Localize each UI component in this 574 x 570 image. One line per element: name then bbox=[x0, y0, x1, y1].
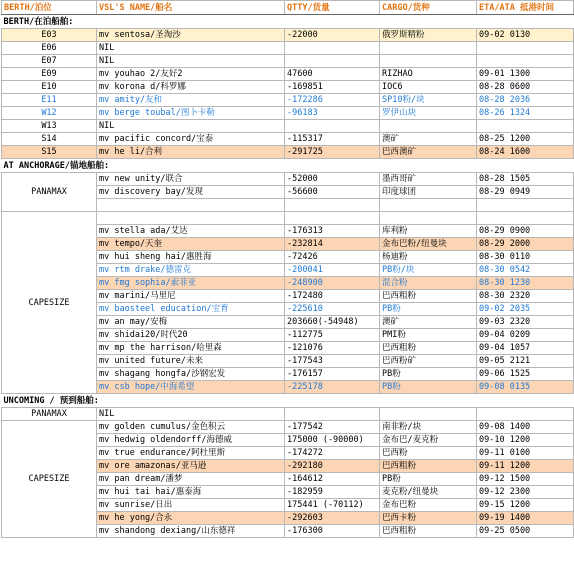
table-body bbox=[2, 15, 574, 538]
vessel-name-cell[interactable]: mv sunrise/日出 bbox=[97, 499, 285, 512]
eta-cell[interactable]: 09-01 1300 bbox=[477, 68, 574, 81]
cargo-cell[interactable]: PMI粉 bbox=[380, 329, 477, 342]
table-row bbox=[2, 29, 574, 42]
vessel-name-cell[interactable]: mv marini/马里尼 bbox=[97, 290, 285, 303]
quantity-cell[interactable]: -176300 bbox=[285, 525, 380, 538]
eta-cell[interactable]: 09-08 0135 bbox=[477, 381, 574, 394]
table-row bbox=[2, 421, 574, 434]
vessel-name-cell[interactable]: mv pacific concord/宝泰 bbox=[97, 133, 285, 146]
quantity-cell[interactable]: -176313 bbox=[285, 225, 380, 238]
cargo-cell[interactable]: 澳矿 bbox=[380, 316, 477, 329]
eta-cell[interactable]: 09-05 2121 bbox=[477, 355, 574, 368]
vessel-name-cell[interactable]: mv csb hope/中海希望 bbox=[97, 381, 285, 394]
eta-cell[interactable]: 09-25 0500 bbox=[477, 525, 574, 538]
category-capesize: CAPESIZE bbox=[2, 212, 97, 394]
table-row bbox=[2, 94, 574, 107]
eta-cell[interactable]: 09-11 0100 bbox=[477, 447, 574, 460]
cargo-cell[interactable] bbox=[380, 199, 477, 212]
vessel-name-cell[interactable]: mv true endurance/阿杜里斯 bbox=[97, 447, 285, 460]
eta-cell[interactable] bbox=[477, 42, 574, 55]
header-berth[interactable]: BERTH/泊位 bbox=[2, 1, 97, 15]
cargo-cell[interactable]: 金布巴粉/纽曼块 bbox=[380, 238, 477, 251]
quantity-cell[interactable] bbox=[285, 55, 380, 68]
eta-cell[interactable]: 08-28 0600 bbox=[477, 81, 574, 94]
quantity-cell[interactable]: -172286 bbox=[285, 94, 380, 107]
quantity-cell[interactable] bbox=[285, 408, 380, 421]
eta-cell[interactable]: 08-24 1600 bbox=[477, 146, 574, 159]
cargo-cell[interactable]: SP10粉/块 bbox=[380, 94, 477, 107]
vessel-name-cell[interactable]: mv rtm drake/德雷克 bbox=[97, 264, 285, 277]
section-upcoming bbox=[2, 394, 574, 408]
vessel-name-cell[interactable]: mv he li/合利 bbox=[97, 146, 285, 159]
eta-cell[interactable]: 09-19 1400 bbox=[477, 512, 574, 525]
eta-cell[interactable]: 08-25 1200 bbox=[477, 133, 574, 146]
vessel-name-cell[interactable]: mv sentosa/圣淘沙 bbox=[97, 29, 285, 42]
vessel-name-cell[interactable]: mv stella ada/艾达 bbox=[97, 225, 285, 238]
header-row bbox=[2, 1, 574, 15]
table-row bbox=[2, 55, 574, 68]
header-quantity[interactable]: QTTY/货量 bbox=[285, 1, 380, 15]
vessel-name-cell[interactable]: NIL bbox=[97, 120, 285, 133]
eta-cell[interactable]: 09-11 1200 bbox=[477, 460, 574, 473]
eta-cell[interactable]: 08-29 0900 bbox=[477, 225, 574, 238]
cargo-cell[interactable]: 巴西粉 bbox=[380, 447, 477, 460]
quantity-cell[interactable]: -292603 bbox=[285, 512, 380, 525]
berth-cell[interactable]: S14 bbox=[2, 133, 97, 146]
cargo-cell[interactable]: 金布巴粉 bbox=[380, 499, 477, 512]
vessel-name-cell[interactable]: mv shagang hongfa/沙钢宏发 bbox=[97, 368, 285, 381]
eta-cell[interactable]: 09-02 0130 bbox=[477, 29, 574, 42]
section-upcoming-label: UNCOMING / 预到船舶: bbox=[2, 394, 574, 408]
cargo-cell[interactable]: PB粉 bbox=[380, 473, 477, 486]
cargo-cell[interactable]: 罗伊山块 bbox=[380, 107, 477, 120]
quantity-cell[interactable]: -121076 bbox=[285, 342, 380, 355]
berth-cell[interactable]: W12 bbox=[2, 107, 97, 120]
vessel-name-cell[interactable]: mv fmg sophia/索菲亚 bbox=[97, 277, 285, 290]
vessel-name-cell[interactable]: mv new unity/联合 bbox=[97, 173, 285, 186]
cargo-cell[interactable]: 巴西粗粉 bbox=[380, 342, 477, 355]
cargo-cell[interactable]: 巴西粗粉 bbox=[380, 290, 477, 303]
category-panamax: PANAMAX bbox=[2, 173, 97, 212]
cargo-cell[interactable]: 金布巴/麦克粉 bbox=[380, 434, 477, 447]
quantity-cell[interactable]: -177542 bbox=[285, 421, 380, 434]
berth-cell[interactable]: S15 bbox=[2, 146, 97, 159]
eta-cell[interactable]: 08-30 2320 bbox=[477, 290, 574, 303]
quantity-cell[interactable] bbox=[285, 199, 380, 212]
cargo-cell[interactable]: 巴西粉矿 bbox=[380, 355, 477, 368]
table-row bbox=[2, 408, 574, 421]
berth-cell[interactable]: E07 bbox=[2, 55, 97, 68]
quantity-cell[interactable]: -182959 bbox=[285, 486, 380, 499]
section-berth bbox=[2, 15, 574, 29]
cargo-cell[interactable]: 墨西哥矿 bbox=[380, 173, 477, 186]
quantity-cell[interactable]: -164612 bbox=[285, 473, 380, 486]
table-row bbox=[2, 68, 574, 81]
eta-cell[interactable]: 09-08 1400 bbox=[477, 421, 574, 434]
cargo-cell[interactable] bbox=[380, 120, 477, 133]
section-berth-label: BERTH/在泊船舶: bbox=[2, 15, 574, 29]
eta-cell[interactable]: 08-30 1230 bbox=[477, 277, 574, 290]
eta-cell[interactable]: 08-30 0110 bbox=[477, 251, 574, 264]
cargo-cell[interactable]: 库利粉 bbox=[380, 225, 477, 238]
cargo-cell[interactable]: 南非粉/块 bbox=[380, 421, 477, 434]
cargo-cell[interactable]: 印度球团 bbox=[380, 186, 477, 199]
cargo-cell[interactable] bbox=[380, 408, 477, 421]
quantity-cell[interactable]: -174272 bbox=[285, 447, 380, 460]
table-row bbox=[2, 42, 574, 55]
cargo-cell[interactable] bbox=[380, 212, 477, 225]
eta-cell[interactable]: 09-03 2320 bbox=[477, 316, 574, 329]
cargo-cell[interactable]: RIZHAO bbox=[380, 68, 477, 81]
vessel-name-cell[interactable]: mv shidai20/时代20 bbox=[97, 329, 285, 342]
eta-cell[interactable] bbox=[477, 212, 574, 225]
eta-cell[interactable]: 09-04 0209 bbox=[477, 329, 574, 342]
vessel-name-cell[interactable]: mv hui sheng hai/惠胜海 bbox=[97, 251, 285, 264]
quantity-cell[interactable]: -22000 bbox=[285, 29, 380, 42]
quantity-cell[interactable] bbox=[285, 120, 380, 133]
cargo-cell[interactable]: IOC6 bbox=[380, 81, 477, 94]
category-capesize: CAPESIZE bbox=[2, 421, 97, 538]
berth-cell[interactable]: E06 bbox=[2, 42, 97, 55]
quantity-cell[interactable]: -115317 bbox=[285, 133, 380, 146]
eta-cell[interactable]: 08-28 2036 bbox=[477, 94, 574, 107]
cargo-cell[interactable]: 麦克粉/纽曼块 bbox=[380, 486, 477, 499]
eta-cell[interactable] bbox=[477, 408, 574, 421]
vessel-name-cell[interactable]: mv discovery bay/发现 bbox=[97, 186, 285, 199]
eta-cell[interactable]: 09-04 1057 bbox=[477, 342, 574, 355]
quantity-cell[interactable]: -56600 bbox=[285, 186, 380, 199]
quantity-cell[interactable]: 175000 (-90000) bbox=[285, 434, 380, 447]
vessel-name-cell[interactable]: mv shandong dexiang/山东德祥 bbox=[97, 525, 285, 538]
quantity-cell[interactable]: -72426 bbox=[285, 251, 380, 264]
table-row bbox=[2, 120, 574, 133]
vessel-name-cell[interactable]: NIL bbox=[97, 408, 285, 421]
vessel-name-cell[interactable]: mv hedwig oldendorff/海德威 bbox=[97, 434, 285, 447]
quantity-cell[interactable]: -96183 bbox=[285, 107, 380, 120]
vessel-name-cell[interactable] bbox=[97, 199, 285, 212]
cargo-cell[interactable]: PB粉 bbox=[380, 303, 477, 316]
vessel-name-cell[interactable]: mv tempo/天奎 bbox=[97, 238, 285, 251]
quantity-cell[interactable]: -52000 bbox=[285, 173, 380, 186]
quantity-cell[interactable]: -176157 bbox=[285, 368, 380, 381]
cargo-cell[interactable]: 巴西卡粉 bbox=[380, 512, 477, 525]
cargo-cell[interactable]: 巴西粗粉 bbox=[380, 525, 477, 538]
berth-cell[interactable]: E10 bbox=[2, 81, 97, 94]
eta-cell[interactable]: 09-06 1525 bbox=[477, 368, 574, 381]
vessel-name-cell[interactable] bbox=[97, 212, 285, 225]
cargo-cell[interactable]: PB粉/块 bbox=[380, 264, 477, 277]
section-anchorage-label: AT ANCHORAGE/锚地船舶: bbox=[2, 159, 574, 173]
table-row bbox=[2, 81, 574, 94]
vessel-schedule-table bbox=[1, 0, 574, 538]
berth-cell[interactable]: W13 bbox=[2, 120, 97, 133]
quantity-cell[interactable]: -169851 bbox=[285, 81, 380, 94]
vessel-name-cell[interactable]: mv pan dream/潘梦 bbox=[97, 473, 285, 486]
vessel-name-cell[interactable]: mv golden cumulus/金色积云 bbox=[97, 421, 285, 434]
quantity-cell[interactable]: -292180 bbox=[285, 460, 380, 473]
cargo-cell[interactable]: 混合粉 bbox=[380, 277, 477, 290]
vessel-name-cell[interactable]: mv amity/友和 bbox=[97, 94, 285, 107]
vessel-name-cell[interactable]: mv an may/安梅 bbox=[97, 316, 285, 329]
eta-cell[interactable]: 09-02 2035 bbox=[477, 303, 574, 316]
vessel-name-cell[interactable]: mv berge toubal/图卜卡勒 bbox=[97, 107, 285, 120]
quantity-cell[interactable]: -291725 bbox=[285, 146, 380, 159]
vessel-name-cell[interactable]: mv mp the harrison/哈里森 bbox=[97, 342, 285, 355]
header-eta[interactable]: ETA/ATA 抵港时间 bbox=[477, 1, 574, 15]
quantity-cell[interactable]: -200041 bbox=[285, 264, 380, 277]
eta-cell[interactable]: 09-15 1200 bbox=[477, 499, 574, 512]
cargo-cell[interactable]: PB粉 bbox=[380, 381, 477, 394]
quantity-cell[interactable]: -248900 bbox=[285, 277, 380, 290]
berth-cell[interactable]: E09 bbox=[2, 68, 97, 81]
quantity-cell[interactable]: -172480 bbox=[285, 290, 380, 303]
vessel-name-cell[interactable]: mv united future/未来 bbox=[97, 355, 285, 368]
quantity-cell[interactable] bbox=[285, 42, 380, 55]
header-cargo[interactable]: CARGO/货种 bbox=[380, 1, 477, 15]
cargo-cell[interactable] bbox=[380, 42, 477, 55]
eta-cell[interactable]: 08-28 1505 bbox=[477, 173, 574, 186]
cargo-cell[interactable]: 澳矿 bbox=[380, 133, 477, 146]
table-row bbox=[2, 133, 574, 146]
vessel-name-cell[interactable]: mv baosteel education/宝育 bbox=[97, 303, 285, 316]
eta-cell[interactable]: 08-29 0949 bbox=[477, 186, 574, 199]
cargo-cell[interactable]: 俄罗斯精粉 bbox=[380, 29, 477, 42]
quantity-cell[interactable] bbox=[285, 212, 380, 225]
cargo-cell[interactable] bbox=[380, 55, 477, 68]
section-anchorage bbox=[2, 159, 574, 173]
berth-cell[interactable]: E11 bbox=[2, 94, 97, 107]
vessel-name-cell[interactable]: NIL bbox=[97, 42, 285, 55]
quantity-cell[interactable]: -232814 bbox=[285, 238, 380, 251]
eta-cell[interactable] bbox=[477, 199, 574, 212]
cargo-cell[interactable]: 巴西粗粉 bbox=[380, 460, 477, 473]
eta-cell[interactable] bbox=[477, 55, 574, 68]
vessel-name-cell[interactable]: mv korona d/科罗娜 bbox=[97, 81, 285, 94]
quantity-cell[interactable]: 175441 (-70112) bbox=[285, 499, 380, 512]
cargo-cell[interactable]: PB粉 bbox=[380, 368, 477, 381]
quantity-cell[interactable]: -177543 bbox=[285, 355, 380, 368]
table-row bbox=[2, 173, 574, 186]
eta-cell[interactable]: 08-30 0542 bbox=[477, 264, 574, 277]
berth-cell[interactable]: E03 bbox=[2, 29, 97, 42]
header-vessel-name[interactable]: VSL'S NAME/船名 bbox=[97, 1, 285, 15]
eta-cell[interactable]: 09-10 1200 bbox=[477, 434, 574, 447]
quantity-cell[interactable]: 47600 bbox=[285, 68, 380, 81]
vessel-name-cell[interactable]: mv ore amazonas/亚马逊 bbox=[97, 460, 285, 473]
table-row bbox=[2, 107, 574, 120]
quantity-cell[interactable]: -225610 bbox=[285, 303, 380, 316]
quantity-cell[interactable]: -225178 bbox=[285, 381, 380, 394]
eta-cell[interactable]: 09-12 1500 bbox=[477, 473, 574, 486]
eta-cell[interactable]: 09-12 2300 bbox=[477, 486, 574, 499]
cargo-cell[interactable]: 杨迪粉 bbox=[380, 251, 477, 264]
eta-cell[interactable]: 08-29 2000 bbox=[477, 238, 574, 251]
quantity-cell[interactable]: -112775 bbox=[285, 329, 380, 342]
eta-cell[interactable] bbox=[477, 120, 574, 133]
vessel-name-cell[interactable]: mv he yong/合永 bbox=[97, 512, 285, 525]
table-row bbox=[2, 212, 574, 225]
category-panamax: PANAMAX bbox=[2, 408, 97, 421]
cargo-cell[interactable]: 巴西澳矿 bbox=[380, 146, 477, 159]
quantity-cell[interactable]: 203660(-54948) bbox=[285, 316, 380, 329]
table-row bbox=[2, 146, 574, 159]
vessel-name-cell[interactable]: mv hui tai hai/惠泰海 bbox=[97, 486, 285, 499]
eta-cell[interactable]: 08-26 1324 bbox=[477, 107, 574, 120]
vessel-name-cell[interactable]: NIL bbox=[97, 55, 285, 68]
vessel-name-cell[interactable]: mv youhao 2/友好2 bbox=[97, 68, 285, 81]
